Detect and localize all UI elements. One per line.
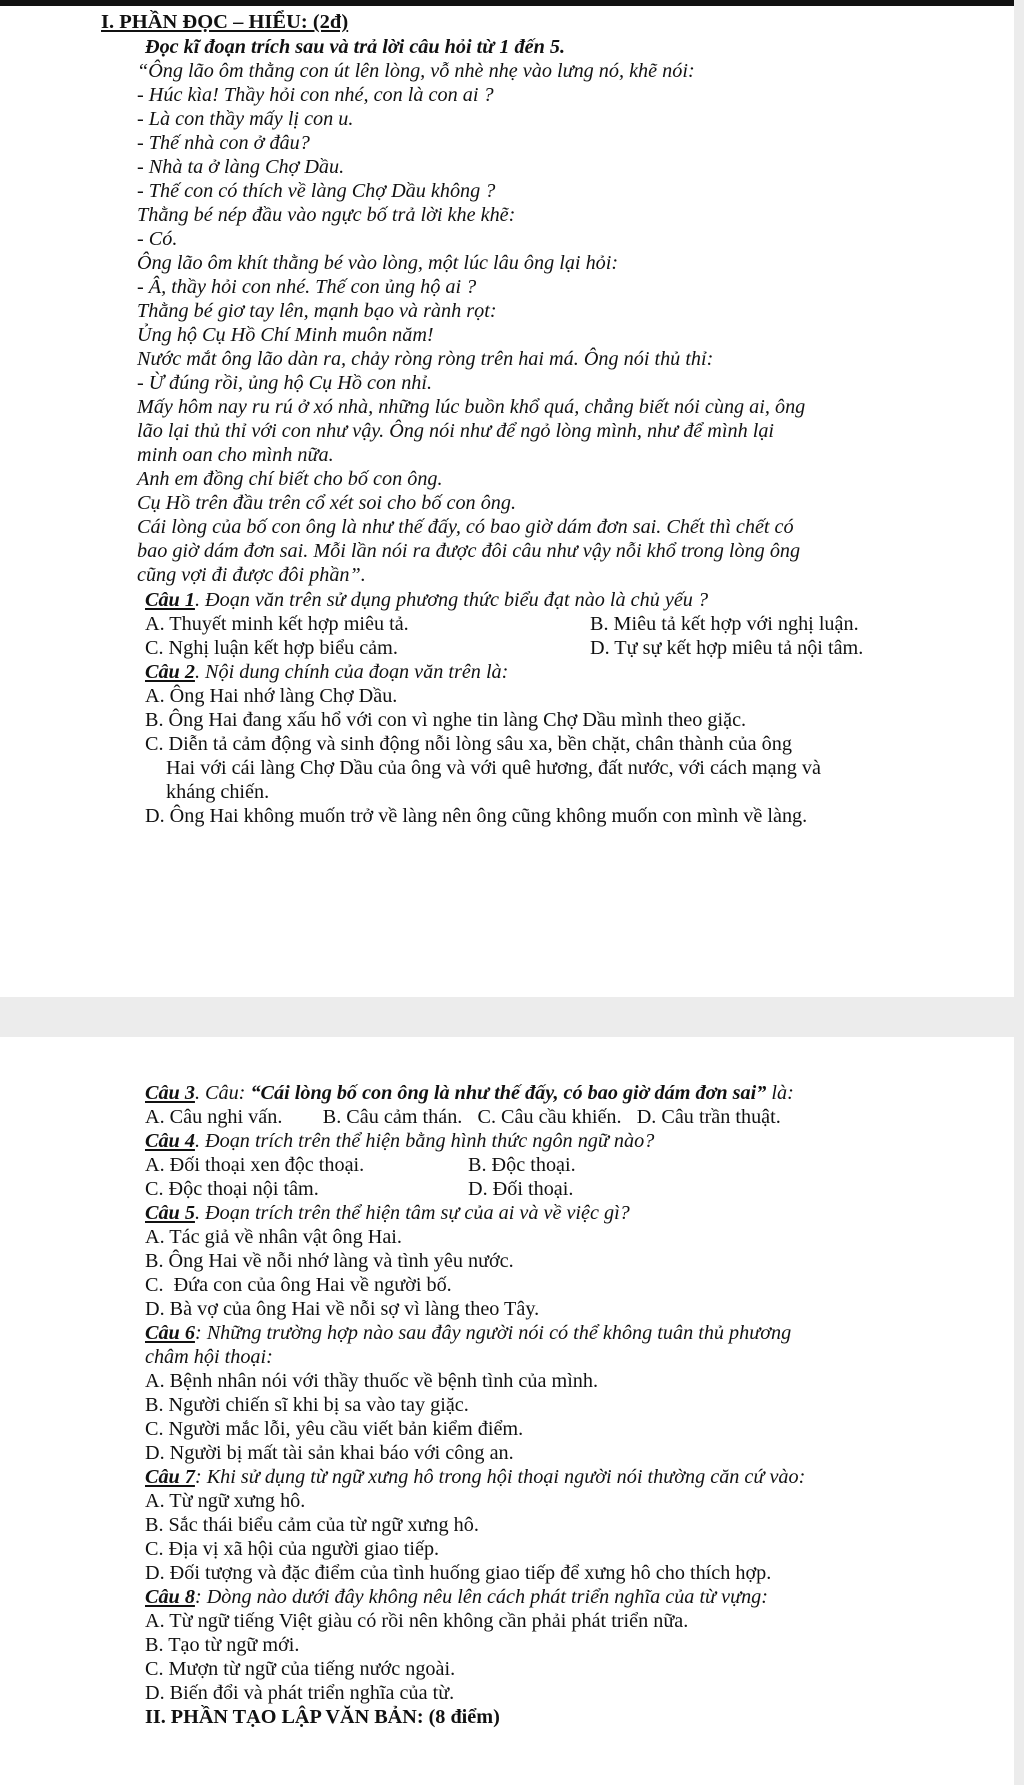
q6-option-a: A. Bệnh nhân nói với thầy thuốc về bệnh tình của mình. [145,1370,599,1392]
question-8: Câu 8: Dòng nào dưới đây không nêu lên cách phát triển nghĩa của từ vựng: [145,1586,768,1608]
q2-option-c: C. Diễn tả cảm động và sinh động nỗi lòng sâu xa, bền chặt, chân thành của ông [145,733,792,755]
passage-line: - Có. [137,228,178,250]
instruction: Đọc kĩ đoạn trích sau và trả lời câu hỏi từ 1 đến 5. [145,36,565,58]
passage-line: Cái lòng của bố con ông là như thế đấy, có bao giờ dám đơn sai. Chết thì chết có [137,516,794,538]
q3-options: A. Câu nghi vấn. B. Câu cảm thán. C. Câu cầu khiến. D. Câu trần thuật. [145,1106,781,1128]
q2-option-d: D. Ông Hai không muốn trở về làng nên ông cũng không muốn con mình về làng. [145,805,808,827]
q8-option-c: C. Mượn từ ngữ của tiếng nước ngoài. [145,1658,456,1680]
question-7: Câu 7: Khi sử dụng từ ngữ xưng hô trong hội thoại người nói thường căn cứ vào: [145,1466,806,1488]
q5-option-d: D. Bà vợ của ông Hai về nỗi sợ vì làng theo Tây. [145,1298,540,1320]
passage-line: Ủng hộ Cụ Hồ Chí Minh muôn năm! [137,324,434,346]
q5-option-c: C. Đứa con của ông Hai về người bố. [145,1274,452,1296]
document-page-2 [0,1037,1014,1785]
q7-option-d: D. Đối tượng và đặc điểm của tình huống giao tiếp để xưng hô cho thích hợp. [145,1562,772,1584]
q2-option-a: A. Ông Hai nhớ làng Chợ Dầu. [145,685,398,707]
q6-option-d: D. Người bị mất tài sản khai báo với công an. [145,1442,514,1464]
passage-line: - Thế nhà con ở đâu? [137,132,310,154]
q2-option-c-cont: kháng chiến. [166,781,270,803]
next-section-heading-cutoff: II. PHẦN TẠO LẬP VĂN BẢN: (8 điểm) [145,1706,500,1728]
passage-line: Thằng bé giơ tay lên, mạnh bạo và rành rọt: [137,300,497,322]
q8-option-b: B. Tạo từ ngữ mới. [145,1634,300,1656]
passage-line: “Ông lão ôm thằng con út lên lòng, vỗ nhè nhẹ vào lưng nó, khẽ nói: [137,60,695,82]
q1-option-c: C. Nghị luận kết hợp biểu cảm. [145,637,398,659]
passage-line: cũng vợi đi được đôi phần”. [137,564,366,586]
q8-option-d: D. Biến đổi và phát triển nghĩa của từ. [145,1682,455,1704]
passage-line: Cụ Hồ trên đầu trên cổ xét soi cho bố con ông. [137,492,517,514]
q4-option-b: B. Độc thoại. [468,1154,576,1176]
question-6-cont: châm hội thoại: [145,1346,273,1368]
page-top-border [0,0,1014,6]
passage-line: Ông lão ôm khít thằng bé vào lòng, một lúc lâu ông lại hỏi: [137,252,619,274]
q2-option-b: B. Ông Hai đang xấu hổ với con vì nghe tin làng Chợ Dầu mình theo giặc. [145,709,747,731]
q6-option-c: C. Người mắc lỗi, yêu cầu viết bản kiểm điểm. [145,1418,524,1440]
question-1: Câu 1. Đoạn văn trên sử dụng phương thức biểu đạt nào là chủ yếu ? [145,589,709,611]
passage-line: Nước mắt ông lão dàn ra, chảy ròng ròng trên hai má. Ông nói thủ thỉ: [137,348,714,370]
passage-line: lão lại thủ thỉ với con như vậy. Ông nói như để ngỏ lòng mình, như để mình lại [137,420,775,442]
q8-option-a: A. Từ ngữ tiếng Việt giàu có rồi nên không cần phải phát triển nữa. [145,1610,689,1632]
q1-option-b: B. Miêu tả kết hợp với nghị luận. [590,613,859,635]
passage-line: - Húc kìa! Thầy hỏi con nhé, con là con ai ? [137,84,494,106]
question-3: Câu 3. Câu: “Cái lòng bố con ông là như thế đấy, có bao giờ dám đơn sai” là: [145,1082,794,1104]
q7-option-a: A. Từ ngữ xưng hô. [145,1490,306,1512]
passage-line: - Nhà ta ở làng Chợ Dầu. [137,156,345,178]
q5-option-b: B. Ông Hai về nỗi nhớ làng và tình yêu nước. [145,1250,514,1272]
q7-option-b: B. Sắc thái biểu cảm của từ ngữ xưng hô. [145,1514,479,1536]
q5-option-a: A. Tác giả về nhân vật ông Hai. [145,1226,402,1248]
passage-line: Anh em đồng chí biết cho bố con ông. [137,468,443,490]
q7-option-c: C. Địa vị xã hội của người giao tiếp. [145,1538,440,1560]
passage-line: Mấy hôm nay ru rú ở xó nhà, những lúc buồn khổ quá, chẳng biết nói cùng ai, ông [137,396,806,418]
question-5: Câu 5. Đoạn trích trên thể hiện tâm sự của ai và về việc gì? [145,1202,630,1224]
passage-line: - Â, thầy hỏi con nhé. Thế con ủng hộ ai ? [137,276,477,298]
passage-line: - Thế con có thích về làng Chợ Dầu không ? [137,180,496,202]
passage-line: minh oan cho mình nữa. [137,444,334,466]
q6-option-b: B. Người chiến sĩ khi bị sa vào tay giặc. [145,1394,469,1416]
q4-option-c: C. Độc thoại nội tâm. [145,1178,319,1200]
q4-option-a: A. Đối thoại xen độc thoại. [145,1154,365,1176]
passage-line: Thằng bé nép đầu vào ngực bố trả lời khe khẽ: [137,204,516,226]
passage-line: - Là con thầy mấy lị con u. [137,108,354,130]
q4-option-d: D. Đối thoại. [468,1178,574,1200]
q1-option-a: A. Thuyết minh kết hợp miêu tả. [145,613,409,635]
q1-option-d: D. Tự sự kết hợp miêu tả nội tâm. [590,637,864,659]
question-6: Câu 6: Những trường hợp nào sau đây người nói có thể không tuân thủ phương [145,1322,792,1344]
question-2: Câu 2. Nội dung chính của đoạn văn trên là: [145,661,509,683]
q2-option-c-cont: Hai với cái làng Chợ Dầu của ông và với quê hương, đất nước, với cách mạng và [166,757,821,779]
passage-line: bao giờ dám đơn sai. Mỗi lần nói ra được đôi câu như vậy nỗi khổ trong lòng ông [137,540,801,562]
section-heading: I. PHẦN ĐỌC – HIỂU: (2đ) [101,11,349,33]
question-4: Câu 4. Đoạn trích trên thể hiện bằng hình thức ngôn ngữ nào? [145,1130,655,1152]
passage-line: - Ừ đúng rồi, ủng hộ Cụ Hồ con nhỉ. [137,372,433,394]
